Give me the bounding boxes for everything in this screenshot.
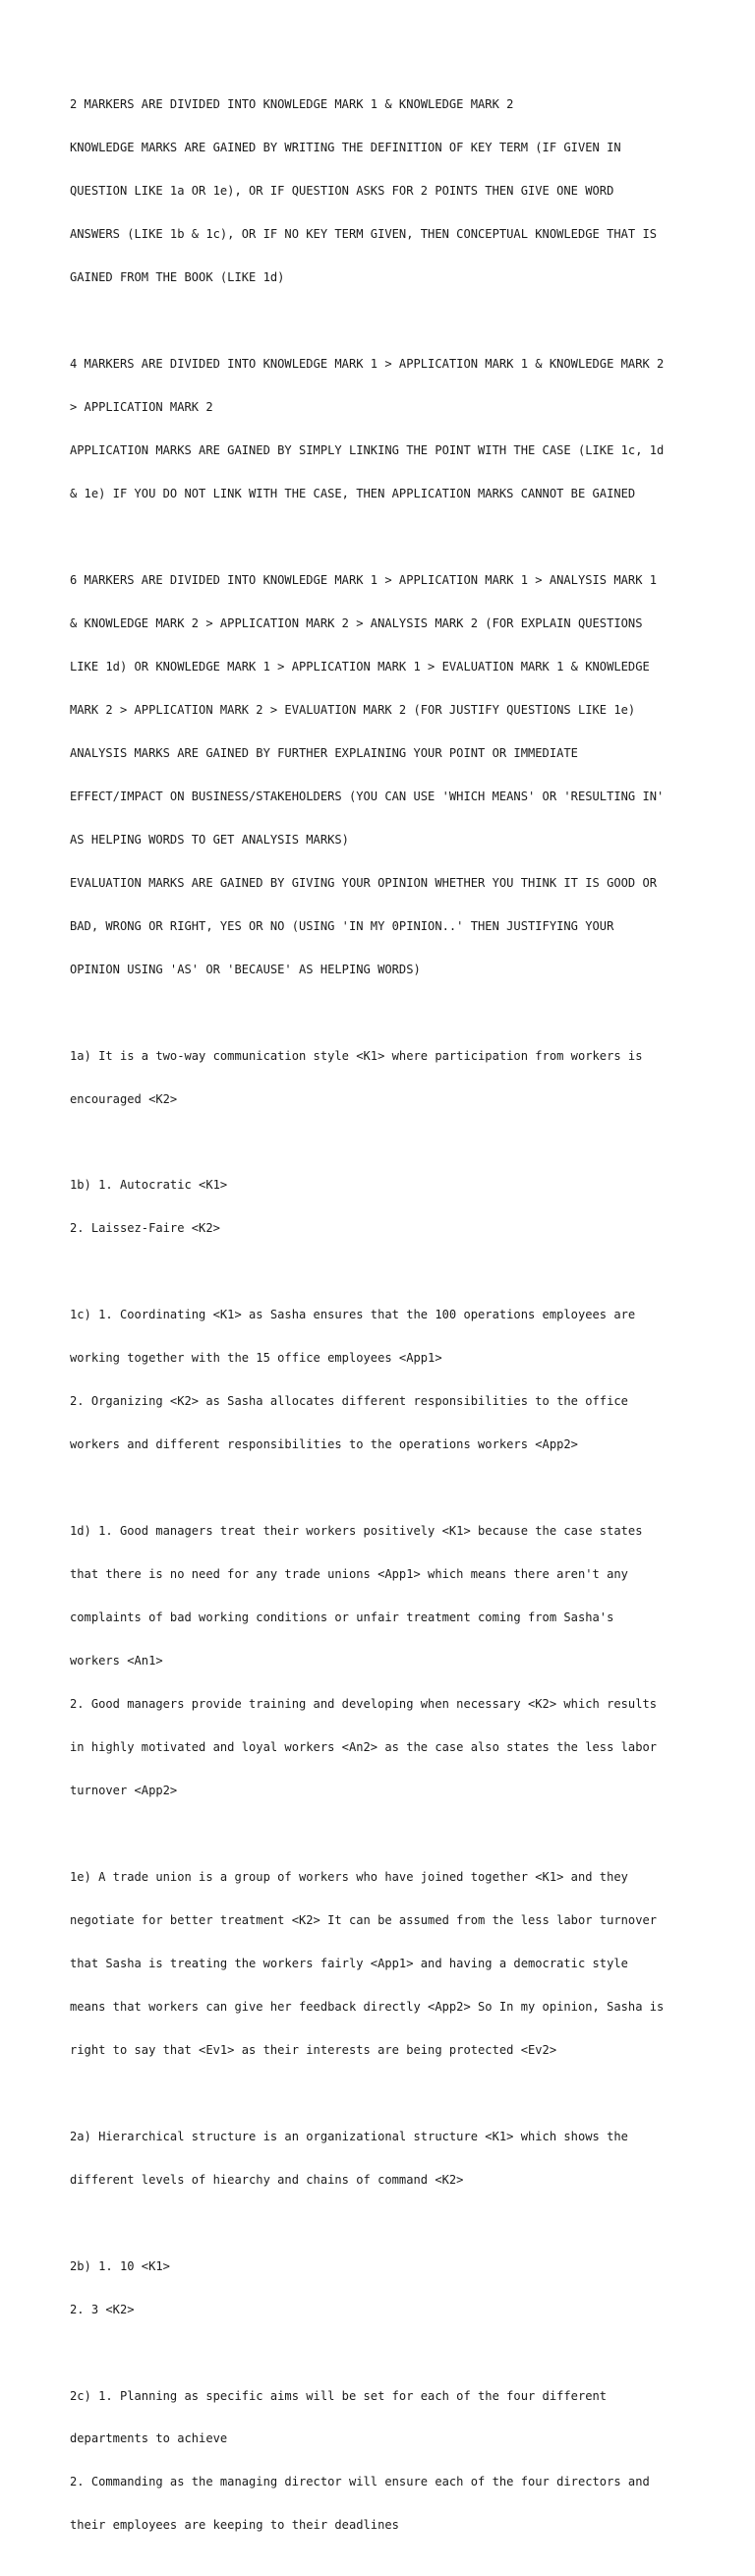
answer-1b	[70, 1149, 699, 1264]
text-line: 1d) 1. Good managers treat their workers positively <K1> because the case states	[70, 1524, 643, 1539]
text-line: MARK 2 > APPLICATION MARK 2 > EVALUATION MARK 2 (FOR JUSTIFY QUESTIONS LIKE 1e)	[70, 702, 636, 717]
text-line: right to say that <Ev1> as their interests are being protected <Ev2>	[70, 2042, 557, 2057]
answer-1a	[70, 1020, 699, 1135]
paragraph-6-markers	[70, 545, 699, 1006]
text-line: & 1e) IF YOU DO NOT LINK WITH THE CASE, THEN APPLICATION MARKS CANNOT BE GAINED	[70, 487, 636, 501]
text-line: ANSWERS (LIKE 1b & 1c), OR IF NO KEY TERM GIVEN, THEN CONCEPTUAL KNOWLEDGE THAT IS	[70, 227, 658, 242]
text-line: 2 MARKERS ARE DIVIDED INTO KNOWLEDGE MARK 1 & KNOWLEDGE MARK 2	[70, 97, 514, 112]
text-line: 1c) 1. Coordinating <K1> as Sasha ensures that the 100 operations employees are	[70, 1308, 636, 1322]
text-line: & KNOWLEDGE MARK 2 > APPLICATION MARK 2 > ANALYSIS MARK 2 (FOR EXPLAIN QUESTIONS	[70, 615, 643, 630]
text-line: 2. Commanding as the managing director will ensure each of the four directors and	[70, 2475, 650, 2489]
text-line: 1a) It is a two-way communication style <K1> where participation from workers is	[70, 1048, 643, 1063]
text-line: KNOWLEDGE MARKS ARE GAINED BY WRITING THE DEFINITION OF KEY TERM (IF GIVEN IN	[70, 141, 621, 155]
text-line: EVALUATION MARKS ARE GAINED BY GIVING YOUR OPINION WHETHER YOU THINK IT IS GOOD OR	[70, 875, 658, 890]
text-line: workers and different responsibilities to the operations workers <App2>	[70, 1437, 578, 1452]
answer-2c	[70, 2360, 699, 2561]
text-line: 2. Good managers provide training and developing when necessary <K2> which results	[70, 1697, 658, 1712]
text-line: 2. Laissez-Faire <K2>	[70, 1221, 220, 1236]
text-line: 2a) Hierarchical structure is an organizational structure <K1> which shows the	[70, 2129, 628, 2143]
text-line: negotiate for better treatment <K2> It can be assumed from the less labor turnover	[70, 1912, 658, 1927]
text-line: 2c) 1. Planning as specific aims will be set for each of the four different	[70, 2388, 608, 2403]
document-body	[70, 69, 699, 2576]
text-line: BAD, WRONG OR RIGHT, YES OR NO (USING 'IN MY 0PINION..' THEN JUSTIFYING YOUR	[70, 918, 614, 933]
text-line: turnover <App2>	[70, 1784, 178, 1797]
text-line: GAINED FROM THE BOOK (LIKE 1d)	[70, 270, 285, 285]
answer-1e	[70, 1842, 699, 2086]
text-line: departments to achieve	[70, 2431, 228, 2446]
text-line: APPLICATION MARKS ARE GAINED BY SIMPLY LINKING THE POINT WITH THE CASE (LIKE 1c, 1d	[70, 443, 665, 458]
text-line: workers <An1>	[70, 1654, 163, 1669]
text-line: working together with the 15 office employees <App1>	[70, 1351, 442, 1366]
text-line: > APPLICATION MARK 2	[70, 400, 213, 415]
text-line: LIKE 1d) OR KNOWLEDGE MARK 1 > APPLICATION MARK 1 > EVALUATION MARK 1 & KNOWLEDGE	[70, 659, 650, 673]
answer-1d	[70, 1495, 699, 1827]
text-line: EFFECT/IMPACT ON BUSINESS/STAKEHOLDERS (YOU CAN USE 'WHICH MEANS' OR 'RESULTING IN'	[70, 789, 665, 803]
text-line: 4 MARKERS ARE DIVIDED INTO KNOWLEDGE MARK 1 > APPLICATION MARK 1 & KNOWLEDGE MARK 2	[70, 357, 665, 372]
text-line: 6 MARKERS ARE DIVIDED INTO KNOWLEDGE MARK 1 > APPLICATION MARK 1 > ANALYSIS MARK 1	[70, 572, 658, 587]
text-line: that there is no need for any trade unions <App1> which means there aren't any	[70, 1567, 628, 1582]
text-line: QUESTION LIKE 1a OR 1e), OR IF QUESTION ASKS FOR 2 POINTS THEN GIVE ONE WORD	[70, 184, 614, 199]
text-line: encouraged <K2>	[70, 1091, 178, 1106]
paragraph-2-markers	[70, 69, 699, 314]
text-line: their employees are keeping to their deadlines	[70, 2518, 399, 2533]
text-line: means that workers can give her feedback directly <App2> So In my opinion, Sasha is	[70, 1999, 665, 2014]
text-line: that Sasha is treating the workers fairly <App1> and having a democratic style	[70, 1956, 628, 1970]
answer-2a	[70, 2100, 699, 2215]
paragraph-4-markers	[70, 328, 699, 530]
answer-1c	[70, 1279, 699, 1481]
text-line: complaints of bad working conditions or unfair treatment coming from Sasha's	[70, 1610, 614, 1625]
text-line: 2b) 1. 10 <K1>	[70, 2258, 170, 2273]
text-line: in highly motivated and loyal workers <An2> as the case also states the less labor	[70, 1740, 658, 1755]
text-line: 1b) 1. Autocratic <K1>	[70, 1178, 228, 1193]
text-line: AS HELPING WORDS TO GET ANALYSIS MARKS)	[70, 832, 349, 847]
text-line: 1e) A trade union is a group of workers who have joined together <K1> and they	[70, 1869, 628, 1884]
text-line: different levels of hiearchy and chains of command <K2>	[70, 2172, 464, 2187]
answer-2b	[70, 2230, 699, 2345]
text-line: ANALYSIS MARKS ARE GAINED BY FURTHER EXPLAINING YOUR POINT OR IMMEDIATE	[70, 745, 578, 760]
text-line: 2. Organizing <K2> as Sasha allocates different responsibilities to the office	[70, 1394, 628, 1409]
text-line: 2. 3 <K2>	[70, 2302, 135, 2316]
text-line: OPINION USING 'AS' OR 'BECAUSE' AS HELPING WORDS)	[70, 962, 421, 976]
